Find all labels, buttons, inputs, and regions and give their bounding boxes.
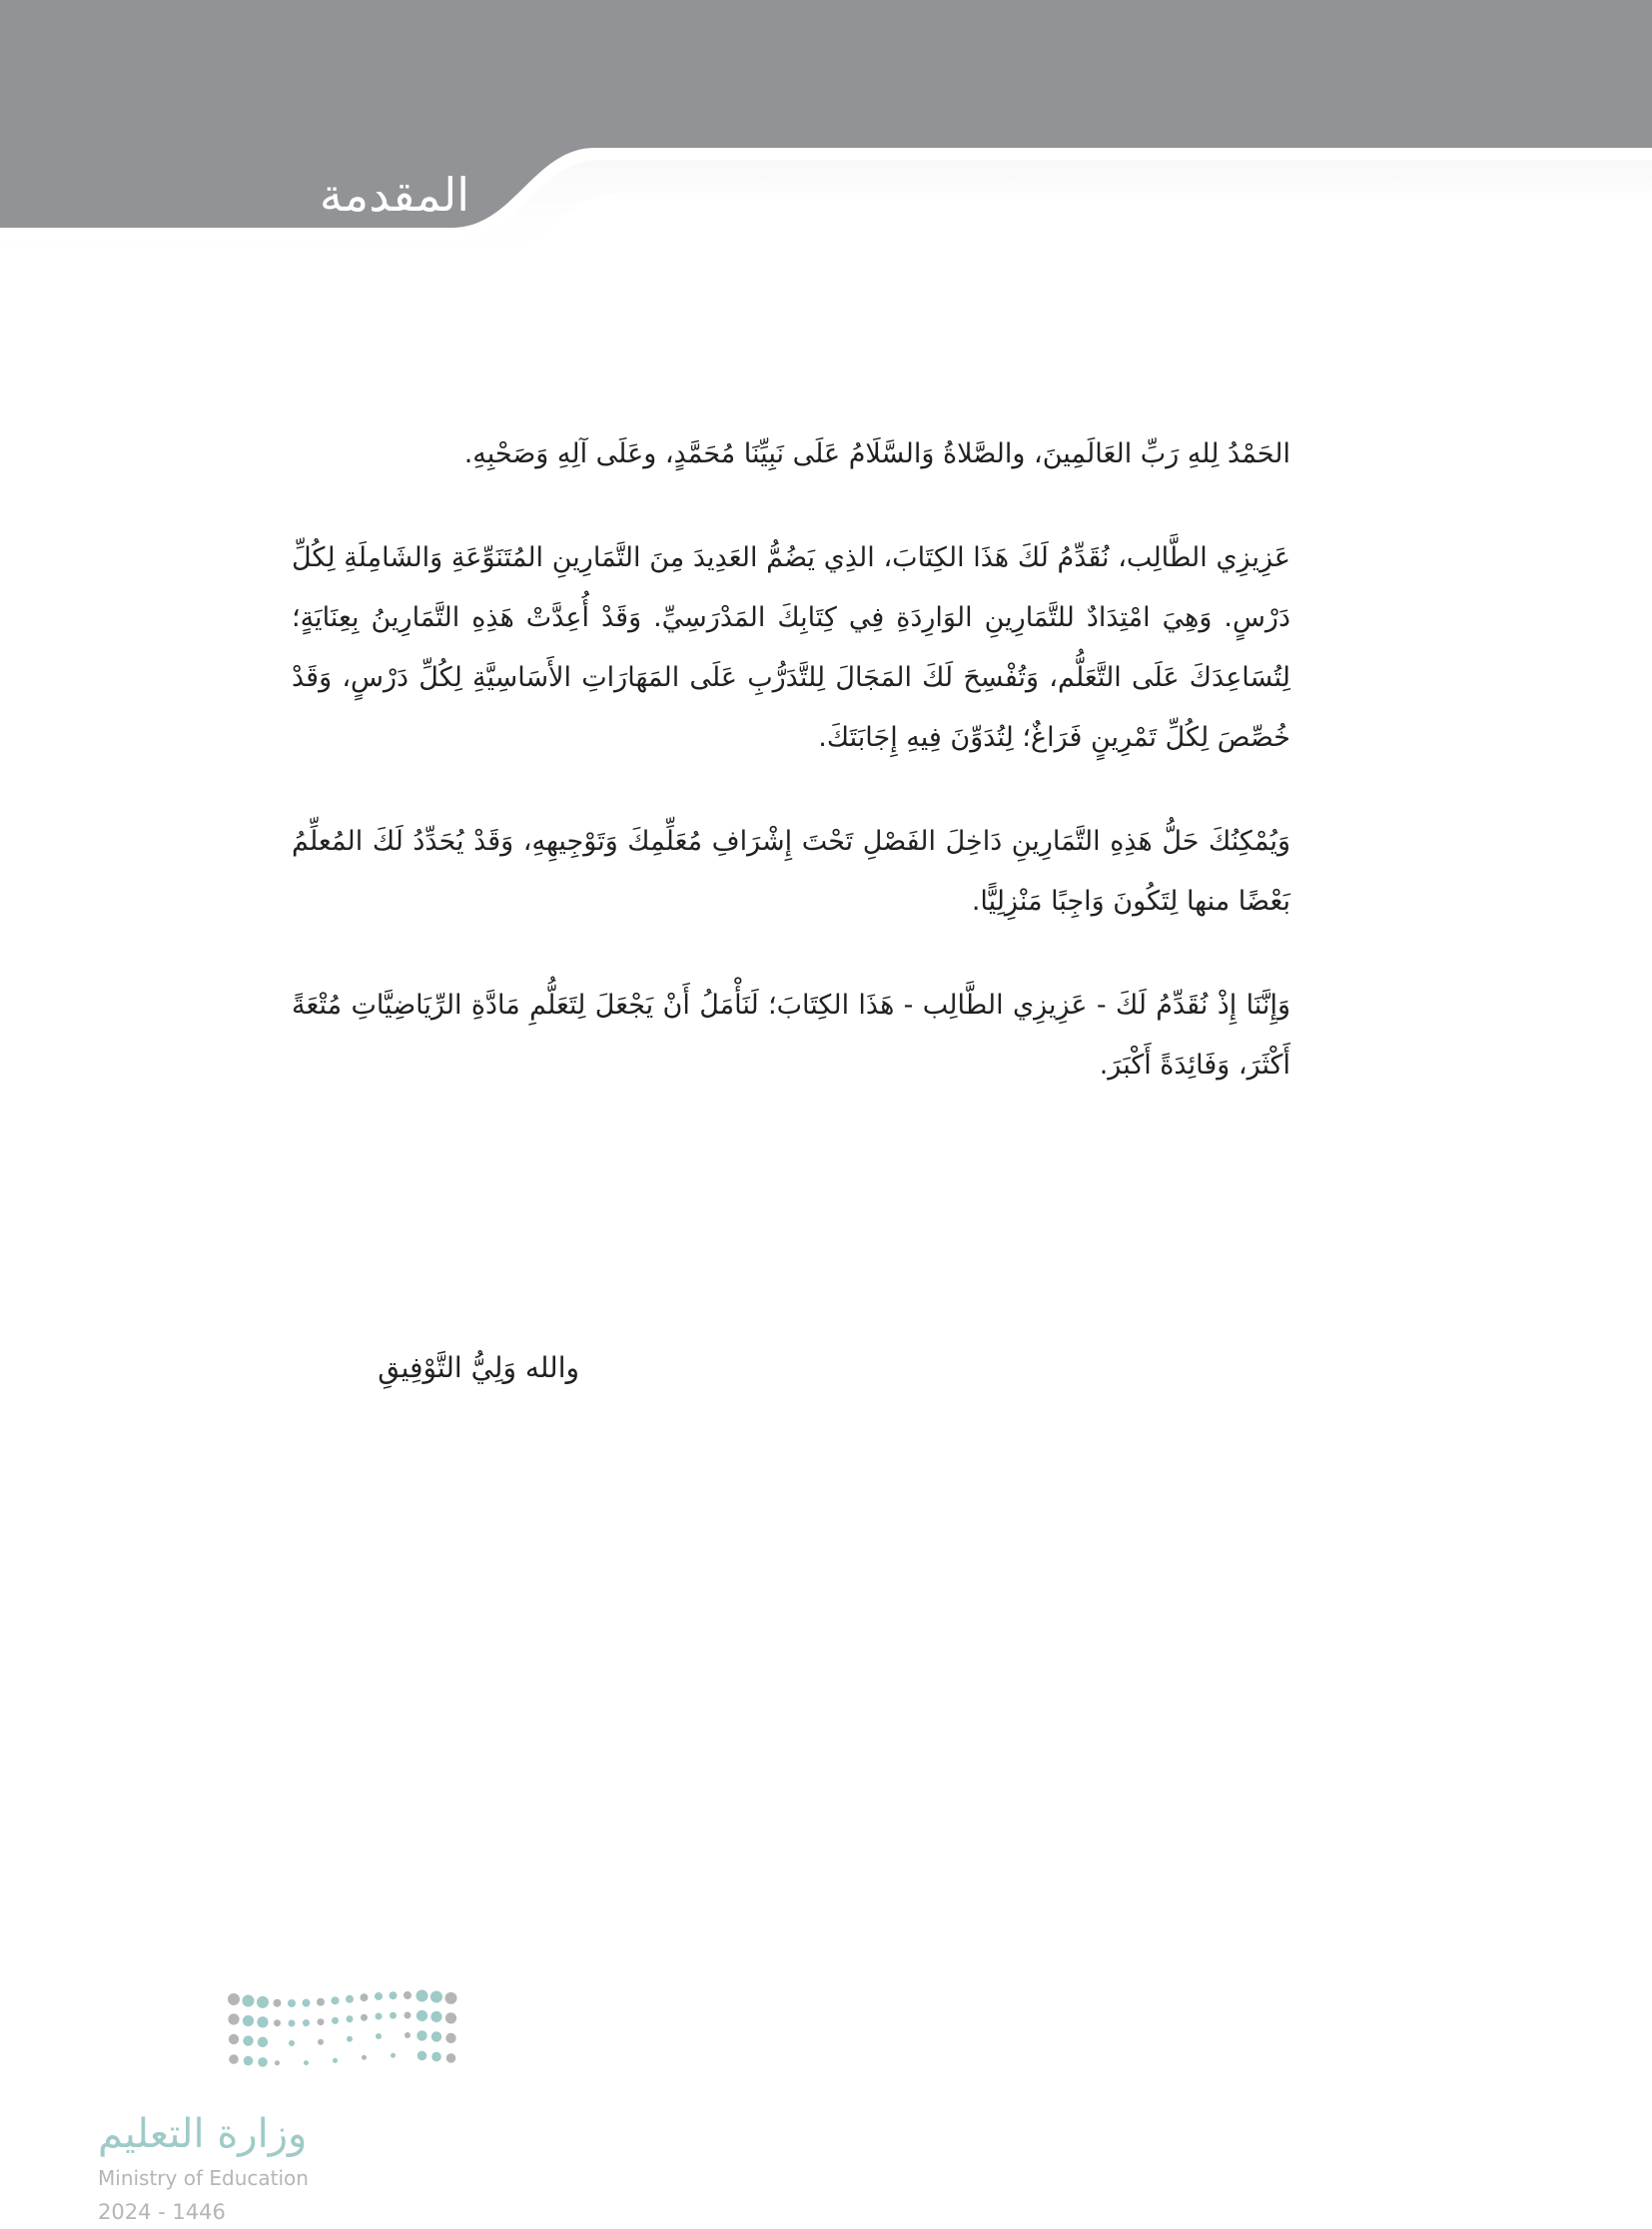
logo-dot <box>318 2018 325 2025</box>
logo-dot <box>416 1989 428 2001</box>
logo-dot <box>243 2015 254 2026</box>
introduction-text <box>292 424 1290 1139</box>
logo-dot <box>431 2052 441 2062</box>
logo-dot <box>347 2015 354 2022</box>
logo-dot <box>243 2035 253 2045</box>
logo-dot <box>228 2013 239 2024</box>
logo-dot <box>405 2032 411 2038</box>
logo-dot <box>431 2031 441 2041</box>
logo-dot <box>375 1992 383 2000</box>
logo-dot <box>376 2033 382 2039</box>
logo-dot <box>404 1991 412 1999</box>
logo-dot <box>258 2037 268 2047</box>
logo-dot <box>430 1990 442 2002</box>
logo-dot <box>362 2055 367 2060</box>
logo-dot <box>318 2039 324 2045</box>
logo-dot <box>243 1995 255 2007</box>
logo-dot <box>228 1993 240 2005</box>
logo-dot <box>361 2014 368 2021</box>
logo-dot <box>304 2060 309 2065</box>
logo-dot <box>390 1991 398 1999</box>
logo-dot <box>258 2057 268 2067</box>
logo-english-text: Ministry of Education <box>98 2166 309 2190</box>
logo-dot <box>445 1992 457 2004</box>
logo-dot <box>289 2019 296 2026</box>
logo-dot <box>275 2060 280 2065</box>
logo-dot <box>417 2051 427 2061</box>
logo-dot <box>288 1999 296 2007</box>
logo-dot <box>289 2040 295 2046</box>
logo-dot <box>405 2012 412 2019</box>
logo-dot <box>430 2011 441 2022</box>
logo-dot <box>332 2017 339 2024</box>
logo-dot <box>332 1996 340 2004</box>
logo-dot <box>229 2054 239 2064</box>
paragraph-book-description: عَزِيزِي الطَّالِب، نُقَدِّمُ لَكَ هَذَا الكِتَابَ، الذِي يَضُمُّ العَدِيدَ مِنَ التَّمَارِينِ المُتَنَوِّعَةِ وَالشَامِلَةِ لِكُلِّ دَرْسٍ. وَهِيَ امْتِدَادٌ للتَّمَارِينِ الوَارِدَةِ فِي كِتَابِكَ المَدْرَسِيِّ. وَقَدْ أُعِدَّتْ هَذِهِ التَّمَارِينُ بِعِنَايَةٍ؛ لِتُسَاعِدَكَ عَلَى التَّعَلُّم، وَتُفْسِحَ لَكَ المَجَالَ لِلتَّدَرُّبِ عَلَى المَهَارَاتِ الأَسَاسِيَّةِ لِكُلِّ دَرْسٍ، وَقَدْ خُصِّصَ لِكُلِّ تَمْرِينٍ فَرَاغٌ؛ لِتُدَوِّنَ فِيهِ إِجَابَتَكَ. <box>292 542 1290 753</box>
logo-dot <box>445 2012 456 2023</box>
logo-dot <box>446 2053 456 2063</box>
logo-dot <box>303 2019 310 2026</box>
logo-dot <box>347 2036 353 2042</box>
paragraph-hope: وَإِنَّنَا إِذْ نُقَدِّمُ لَكَ - عَزِيزِي الطَّالِب - هَذَا الكِتَابَ؛ لَنَأْمَلُ أَنْ يَجْعَلَ لِتَعَلُّمِ مَادَّةِ الرِّيَاضِيَّاتِ مُتْعَةً أَكْثَرَ، وَفَائِدَةً أَكْبَرَ. <box>292 990 1290 1081</box>
logo-dot <box>229 2034 239 2044</box>
logo-year-text: 2024 - 1446 <box>98 2200 226 2224</box>
logo-dot <box>257 2016 268 2027</box>
logo-dot <box>361 1993 369 2001</box>
logo-dot <box>274 2019 281 2026</box>
logo-dot <box>333 2058 338 2063</box>
logo-dot <box>317 1998 325 2006</box>
logo-dot <box>416 2010 427 2021</box>
logo-dot <box>346 1995 354 2003</box>
ministry-dots-icon <box>226 1987 465 2087</box>
paragraph-usage: وَيُمْكِنُكَ حَلُّ هَذِهِ التَّمَارِينِ دَاخِلَ الفَصْلِ تَحْتَ إِشْرَافِ مُعَلِّمِكَ وَتَوْجِيهِهِ، وَقَدْ يُحَدِّدُ لَكَ المُعلِّمُ بَعْضًا منها لِتَكُونَ وَاجِبًا مَنْزِلِيًّا. <box>292 826 1290 917</box>
logo-dot <box>391 2053 396 2058</box>
logo-arabic-text: وزارة التعليم <box>98 2111 308 2157</box>
closing-line: والله وَلِيُّ التَّوْفِيقِ <box>378 1351 579 1384</box>
logo-dot <box>274 1999 282 2007</box>
logo-dot <box>244 2056 254 2066</box>
paragraph-praise: الحَمْدُ لِلهِ رَبِّ العَالَمِينَ، والصَّلاةُ وَالسَّلَامُ عَلَى نَبِيِّنَا مُحَمَّدٍ، وعَلَى آلِهِ وَصَحْبِهِ. <box>463 438 1290 469</box>
page-title: المقدمة <box>319 168 469 222</box>
logo-dot <box>445 2033 455 2043</box>
ministry-logo <box>98 1987 497 2229</box>
logo-dot <box>390 2012 397 2019</box>
logo-dot <box>416 2030 426 2040</box>
logo-dot <box>257 1996 269 2008</box>
logo-dot <box>376 2012 383 2019</box>
logo-dot <box>303 1999 311 2007</box>
